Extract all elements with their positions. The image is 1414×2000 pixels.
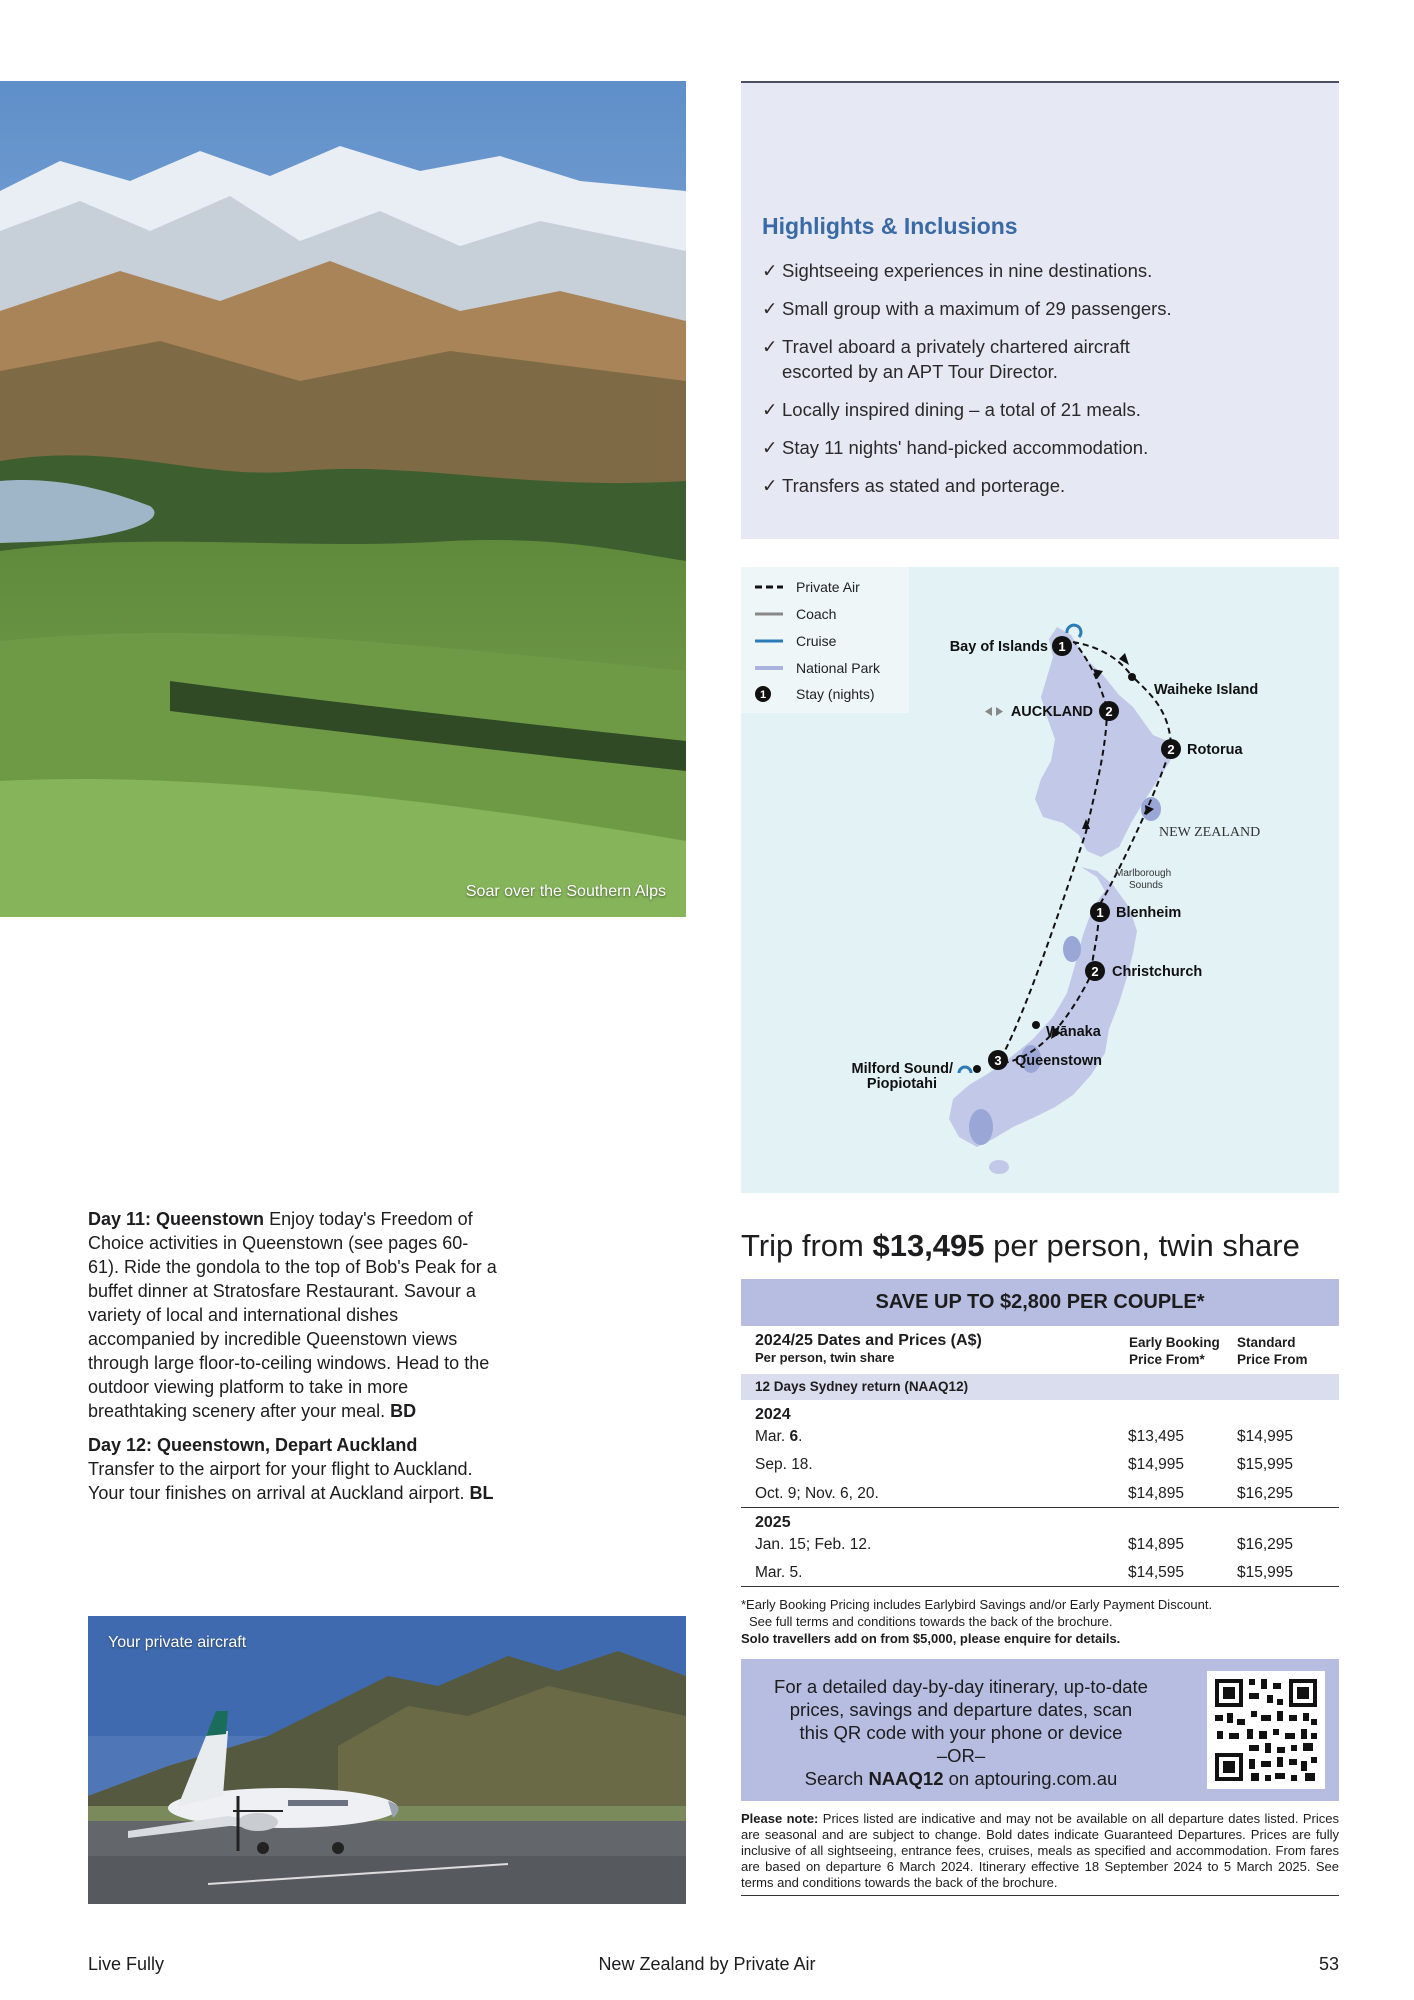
stewart-island <box>989 1160 1009 1174</box>
table-row: Mar. 6. $13,495 $14,995 <box>755 1428 1294 1445</box>
hero-photo <box>0 81 686 917</box>
stop-label-christchurch: Christchurch <box>1112 964 1203 980</box>
checkmark-icon: ✓ <box>762 399 778 420</box>
cruise-route <box>959 1067 971 1073</box>
footer-title: New Zealand by Private Air <box>598 1954 816 1974</box>
stop-label-blenheim: Blenheim <box>1116 905 1182 921</box>
stop-dot-wanaka <box>1032 1021 1040 1029</box>
svg-text:2: 2 <box>1167 742 1175 757</box>
svg-text:2: 2 <box>1091 964 1099 979</box>
country-label: NEW ZEALAND <box>1159 825 1261 840</box>
list-item: ✓ Sightseeing experiences in nine destinations. <box>762 260 1153 281</box>
stop-label-piopiotahi: Piopiotahi <box>866 1076 937 1092</box>
hero-caption: Soar over the Southern Alps <box>465 883 666 900</box>
checkmark-icon: ✓ <box>762 475 778 496</box>
aircraft-caption: Your private aircraft <box>108 1634 247 1651</box>
aircraft-image <box>88 1616 686 1904</box>
stop-label-bay-of-islands: Bay of Islands <box>949 639 1048 655</box>
sounds-label: Marlborough <box>1115 868 1172 879</box>
stop-label-waiheke-island: Waiheke Island <box>1154 682 1259 698</box>
table-row: Jan. 15; Feb. 12. $14,895 $16,295 <box>755 1536 1294 1553</box>
page-number: 53 <box>1318 1954 1339 1974</box>
table-title: 2024/25 Dates and Prices (A$) <box>755 1332 982 1349</box>
legend-national-park: National Park <box>796 660 881 676</box>
please-note: Please note: Prices listed are indicative and may not be available on all departure dates listed. Prices are seasonal and are subject to change. Bold dates indicate Guaranteed Departures. Prices are fully inclusive of all sightseeing, entrance fees, cruises, meals as specified and accommodation. From fares are based on departure 6 March 2024. Itinerary effective 18 September 2024 to 5 March 2025. See terms and conditions towards the back of the brochure. <box>741 1811 1339 1896</box>
north-island <box>1035 627 1177 857</box>
day-12-paragraph: Day 12: Queenstown, Depart Auckland Transfer to the airport for your flight to Auckland. Your tour finishes on arrival at Auckland airport. BL <box>88 1433 498 1505</box>
table-subtitle: Per person, twin share <box>755 1350 895 1365</box>
qr-code[interactable] <box>1207 1671 1325 1789</box>
trip-price-heading: Trip from $13,495 per person, twin share <box>741 1228 1300 1263</box>
svg-text:3: 3 <box>994 1053 1002 1068</box>
meals-code: BD <box>390 1401 417 1421</box>
col-early-booking: Early Booking Price From* <box>1129 1335 1220 1367</box>
svg-text:2: 2 <box>1105 704 1113 719</box>
qr-code-icon <box>1207 1671 1325 1789</box>
table-row: Mar. 5. $14,595 $15,995 <box>741 1558 1339 1587</box>
trip-price: $13,495 <box>872 1228 985 1263</box>
day-heading: Day 12: Queenstown, Depart Auckland <box>88 1435 418 1455</box>
save-banner: SAVE UP TO $2,800 PER COUPLE* <box>741 1279 1339 1326</box>
checkmark-icon: ✓ <box>762 437 778 458</box>
stop-label-auckland: AUCKLAND <box>1010 704 1093 720</box>
price-table <box>741 1326 1339 1587</box>
solo-traveller-note: Solo travellers add on from $5,000, please enquire for details. <box>741 1631 1121 1646</box>
tour-code: NAAQ12 <box>868 1768 944 1789</box>
checkmark-icon: ✓ <box>762 260 778 281</box>
airport-arrows-icon <box>996 707 1003 716</box>
legend-private-air: Private Air <box>796 579 860 595</box>
list-item: ✓ Transfers as stated and porterage. <box>762 475 1066 496</box>
list-item: ✓ Small group with a maximum of 29 passengers. <box>762 298 1172 319</box>
day-heading: Day 11: Queenstown <box>88 1209 265 1229</box>
table-row: Oct. 9; Nov. 6, 20. $14,895 $16,295 <box>741 1479 1339 1508</box>
checkmark-icon: ✓ <box>762 298 778 319</box>
svg-text:1: 1 <box>759 689 767 701</box>
meals-code: BL <box>469 1483 494 1503</box>
aircraft-photo <box>88 1616 686 1904</box>
national-park <box>1063 936 1081 962</box>
stop-label-milford-sound: Milford Sound/ <box>851 1061 953 1077</box>
table-row: Sep. 18. $14,995 $15,995 <box>755 1456 1294 1473</box>
highlights-title: Highlights & Inclusions <box>762 213 1018 239</box>
year-label: 2025 <box>755 1514 791 1531</box>
legend-coach: Coach <box>796 606 837 622</box>
pricing-footnote: *Early Booking Pricing includes Earlybird Savings and/or Early Payment Discount. See full terms and conditions towards the back of the brochure. Solo travellers add on from $5,000, please enquire for details. <box>741 1596 1339 1647</box>
stop-dot-milford <box>973 1065 981 1073</box>
list-item: ✓ Travel aboard a privately chartered aircraft escorted by an APT Tour Director. <box>762 336 1130 382</box>
highlights-panel <box>741 81 1339 539</box>
qr-instructions: For a detailed day-by-day itinerary, up-to-date prices, savings and departure dates, scan this QR code with your phone or device –OR– Search NAAQ12 on aptouring.com.au <box>774 1676 1148 1789</box>
checkmark-icon: ✓ <box>762 336 778 357</box>
route-map <box>741 567 1339 1193</box>
list-item: ✓ Stay 11 nights' hand-picked accommodation. <box>762 437 1149 458</box>
stop-dot-waiheke <box>1128 673 1136 681</box>
highlights-list <box>762 258 1339 498</box>
new-zealand-map <box>741 567 1339 1193</box>
legend-stay: Stay (nights) <box>796 686 875 702</box>
stop-label-wanaka: Wānaka <box>1046 1024 1101 1040</box>
svg-text:1: 1 <box>1096 905 1104 920</box>
stop-label-queenstown: Queenstown <box>1015 1053 1103 1069</box>
svg-text:1: 1 <box>1058 639 1066 654</box>
list-item: ✓ Locally inspired dining – a total of 21 meals. <box>762 399 1141 420</box>
itinerary-days <box>88 1207 498 1515</box>
day-11-paragraph: Day 11: Queenstown Enjoy today's Freedom of Choice activities in Queenstown (see pages 60-61). Ride the gondola to the top of Bob's Peak for a buffet dinner at Stratosfare Restaurant. Savour a variety of local and international dishes accompanied by incredible Queenstown views through large floor-to-ceiling windows. Head to the outdoor viewing platform to take in more breathtaking scenery after your meal. BD <box>88 1209 497 1421</box>
table-header <box>741 1326 1339 1374</box>
sounds-label: Sounds <box>1129 880 1163 891</box>
stop-label-rotorua: Rotorua <box>1187 742 1243 758</box>
col-standard: Standard Price From <box>1237 1335 1308 1367</box>
qr-panel <box>741 1659 1339 1801</box>
legend-cruise: Cruise <box>796 633 837 649</box>
tour-code-row: 12 Days Sydney return (NAAQ12) <box>741 1374 1339 1400</box>
airport-arrows-icon <box>985 707 992 716</box>
national-park <box>969 1109 993 1145</box>
mountain-landscape-image <box>0 81 686 917</box>
year-label: 2024 <box>755 1406 791 1423</box>
footer-tagline: Live Fully <box>88 1954 165 1974</box>
